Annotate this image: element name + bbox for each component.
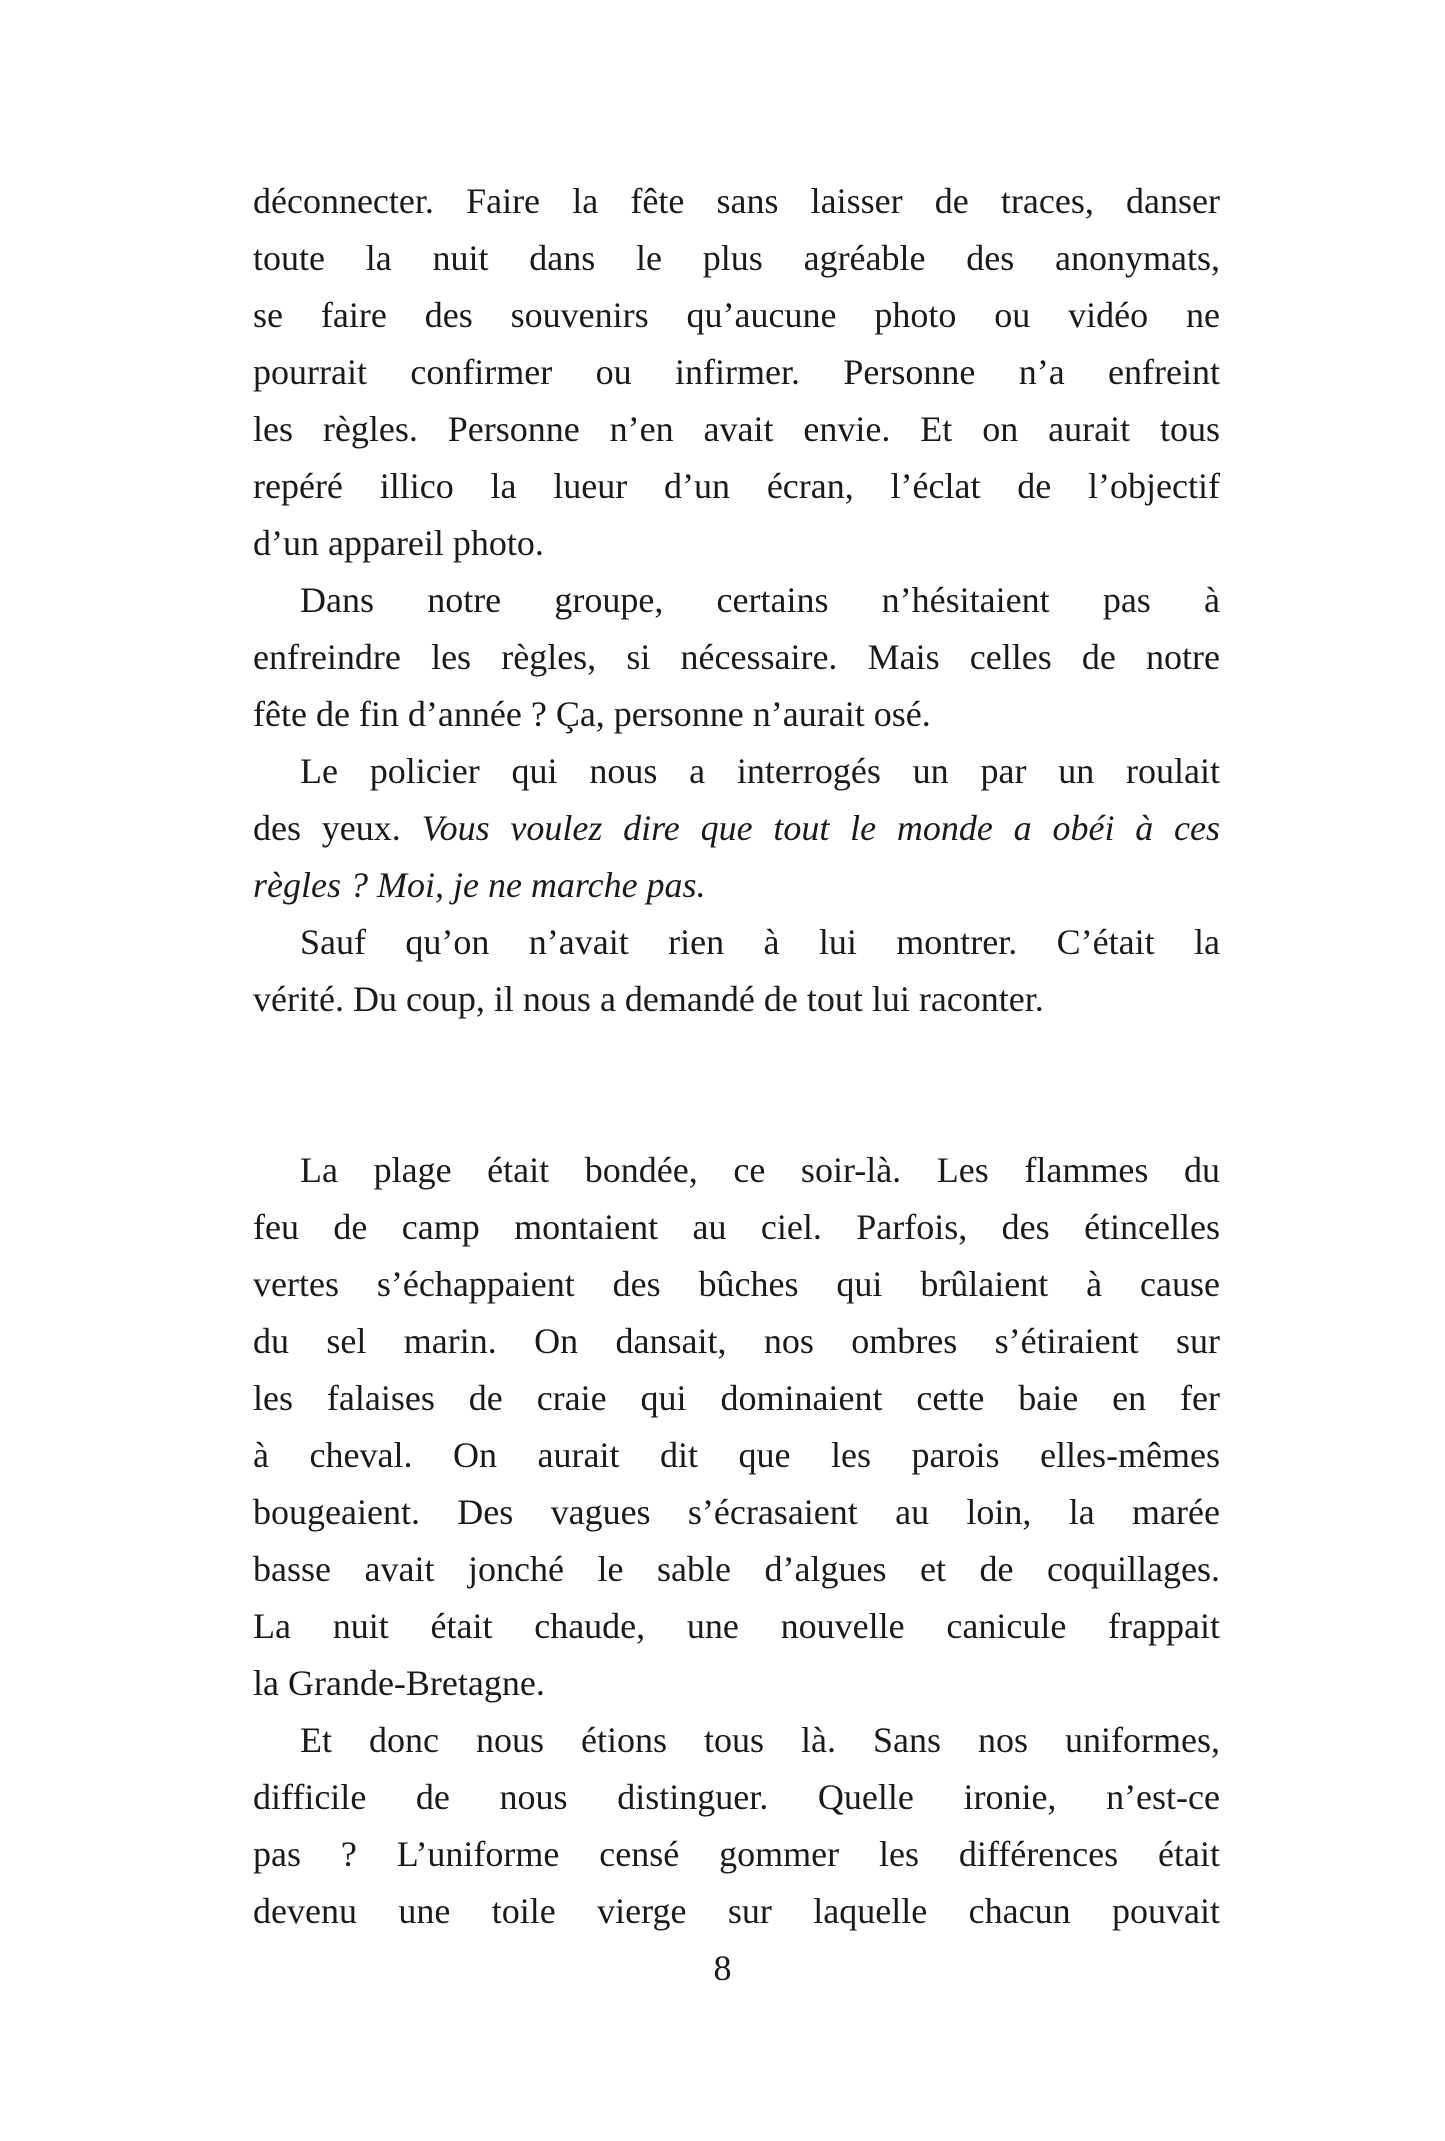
text-line [253,1883,1220,1940]
text-line [253,971,1220,1028]
text-line [253,914,1220,971]
text-line [253,1598,1220,1655]
text-segment: fête de fin d’année ? Ça, personne n’aurait osé. [253,694,931,734]
text-segment: La plage était bondée, ce soir-là. Les flammes du [300,1150,1220,1190]
text-segment: feu de camp montaient au ciel. Parfois, des étincelles [253,1207,1220,1247]
text-line [253,1370,1220,1427]
text-segment: Sauf qu’on n’avait rien à lui montrer. C’était la [300,922,1220,962]
text-line [253,1199,1220,1256]
page-number: 8 [713,1948,732,1988]
text-segment: Et donc nous étions tous là. Sans nos uniformes, [300,1720,1220,1760]
text-line [253,1655,1220,1712]
text-line [253,1769,1220,1826]
text-segment: vertes s’échappaient des bûches qui brûlaient à cause [253,1264,1220,1304]
text-line [253,743,1220,800]
text-line [253,458,1220,515]
text-segment: bougeaient. Des vagues s’écrasaient au loin, la marée [253,1492,1220,1532]
text-segment: d’un appareil photo. [253,523,544,563]
text-line [253,1484,1220,1541]
text-segment: la Grande-Bretagne. [253,1663,545,1703]
italic-text-segment: Vous voulez dire que tout le monde a obéi à ces [421,808,1220,848]
text-line [253,800,1220,857]
text-line [253,1712,1220,1769]
text-line [253,287,1220,344]
text-segment: repéré illico la lueur d’un écran, l’éclat de l’objectif [253,466,1220,506]
text-line [253,857,1220,914]
text-line [253,1313,1220,1370]
text-line [253,629,1220,686]
text-segment: vérité. Du coup, il nous a demandé de tout lui raconter. [253,979,1044,1019]
text-segment: pourrait confirmer ou infirmer. Personne n’a enfreint [253,352,1220,392]
text-line [253,344,1220,401]
text-segment: pas ? L’uniforme censé gommer les différences était [253,1834,1220,1874]
text-line [253,401,1220,458]
text-line [253,1826,1220,1883]
text-line [253,1427,1220,1484]
text-segment: enfreindre les règles, si nécessaire. Mais celles de notre [253,637,1220,677]
text-block [253,173,1220,1940]
text-segment: à cheval. On aurait dit que les parois elles-mêmes [253,1435,1220,1475]
text-line [253,230,1220,287]
text-segment: les falaises de craie qui dominaient cette baie en fer [253,1378,1220,1418]
text-segment: les règles. Personne n’en avait envie. Et on aurait tous [253,409,1220,449]
text-segment: Le policier qui nous a interrogés un par un roulait [300,751,1220,791]
text-segment: se faire des souvenirs qu’aucune photo ou vidéo ne [253,295,1220,335]
text-segment: devenu une toile vierge sur laquelle chacun pouvait [253,1891,1220,1931]
text-line [253,1541,1220,1598]
text-segment: basse avait jonché le sable d’algues et de coquillages. [253,1549,1220,1589]
text-line [253,1142,1220,1199]
text-line [253,515,1220,572]
text-segment: La nuit était chaude, une nouvelle canicule frappait [253,1606,1220,1646]
text-segment: toute la nuit dans le plus agréable des anonymats, [253,238,1220,278]
text-line [253,572,1220,629]
text-segment: Dans notre groupe, certains n’hésitaient pas à [300,580,1220,620]
text-line [253,173,1220,230]
italic-text-segment: règles ? Moi, je ne marche pas. [253,865,706,905]
text-segment: des yeux. [253,808,422,848]
text-segment: déconnecter. Faire la fête sans laisser de traces, danser [253,181,1220,221]
text-line [253,686,1220,743]
text-segment: du sel marin. On dansait, nos ombres s’étiraient sur [253,1321,1220,1361]
text-line [253,1256,1220,1313]
text-segment: difficile de nous distinguer. Quelle ironie, n’est-ce [253,1777,1220,1817]
